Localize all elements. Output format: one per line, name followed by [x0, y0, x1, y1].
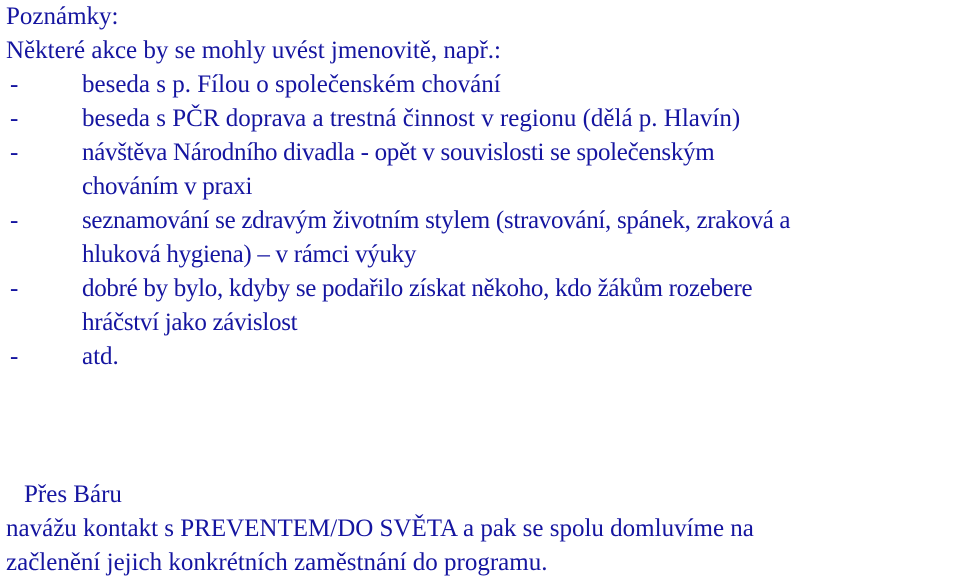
list-item-text: návštěva Národního divadla - opět v souvislosti se společenským — [82, 139, 715, 166]
footer-text-line: začlenění jejich konkrétních zaměstnání do programu. — [6, 549, 548, 576]
list-dash: - — [10, 71, 19, 98]
list-item-text: dobré by bylo, kdyby se podařilo získat někoho, kdo žákům rozebere — [82, 275, 753, 302]
footer-text-line: navážu kontakt s PREVENTEM/DO SVĚTA a pak se spolu domluvíme na — [6, 515, 754, 542]
footer-heading: Přes Báru — [24, 481, 122, 508]
list-item-text: beseda s p. Fílou o společenském chování — [82, 71, 501, 98]
list-item-text: beseda s PČR doprava a trestná činnost v regionu (dělá p. Hlavín) — [82, 105, 741, 132]
list-item-text: seznamování se zdravým životním stylem (stravování, spánek, zraková a — [82, 207, 791, 234]
list-dash: - — [10, 343, 19, 370]
list-item-text: atd. — [82, 343, 119, 370]
list-item-text-continued: chováním v praxi — [82, 173, 253, 200]
list-dash: - — [10, 139, 19, 166]
list-dash: - — [10, 105, 19, 132]
list-dash: - — [10, 207, 19, 234]
list-item-text-continued: hluková hygiena) – v rámci výuky — [82, 241, 417, 268]
list-dash: - — [10, 275, 19, 302]
notes-intro: Některé akce by se mohly uvést jmenovitě, např.: — [6, 37, 501, 64]
notes-heading: Poznámky: — [6, 3, 119, 30]
list-item-text-continued: hráčství jako závislost — [82, 309, 298, 336]
